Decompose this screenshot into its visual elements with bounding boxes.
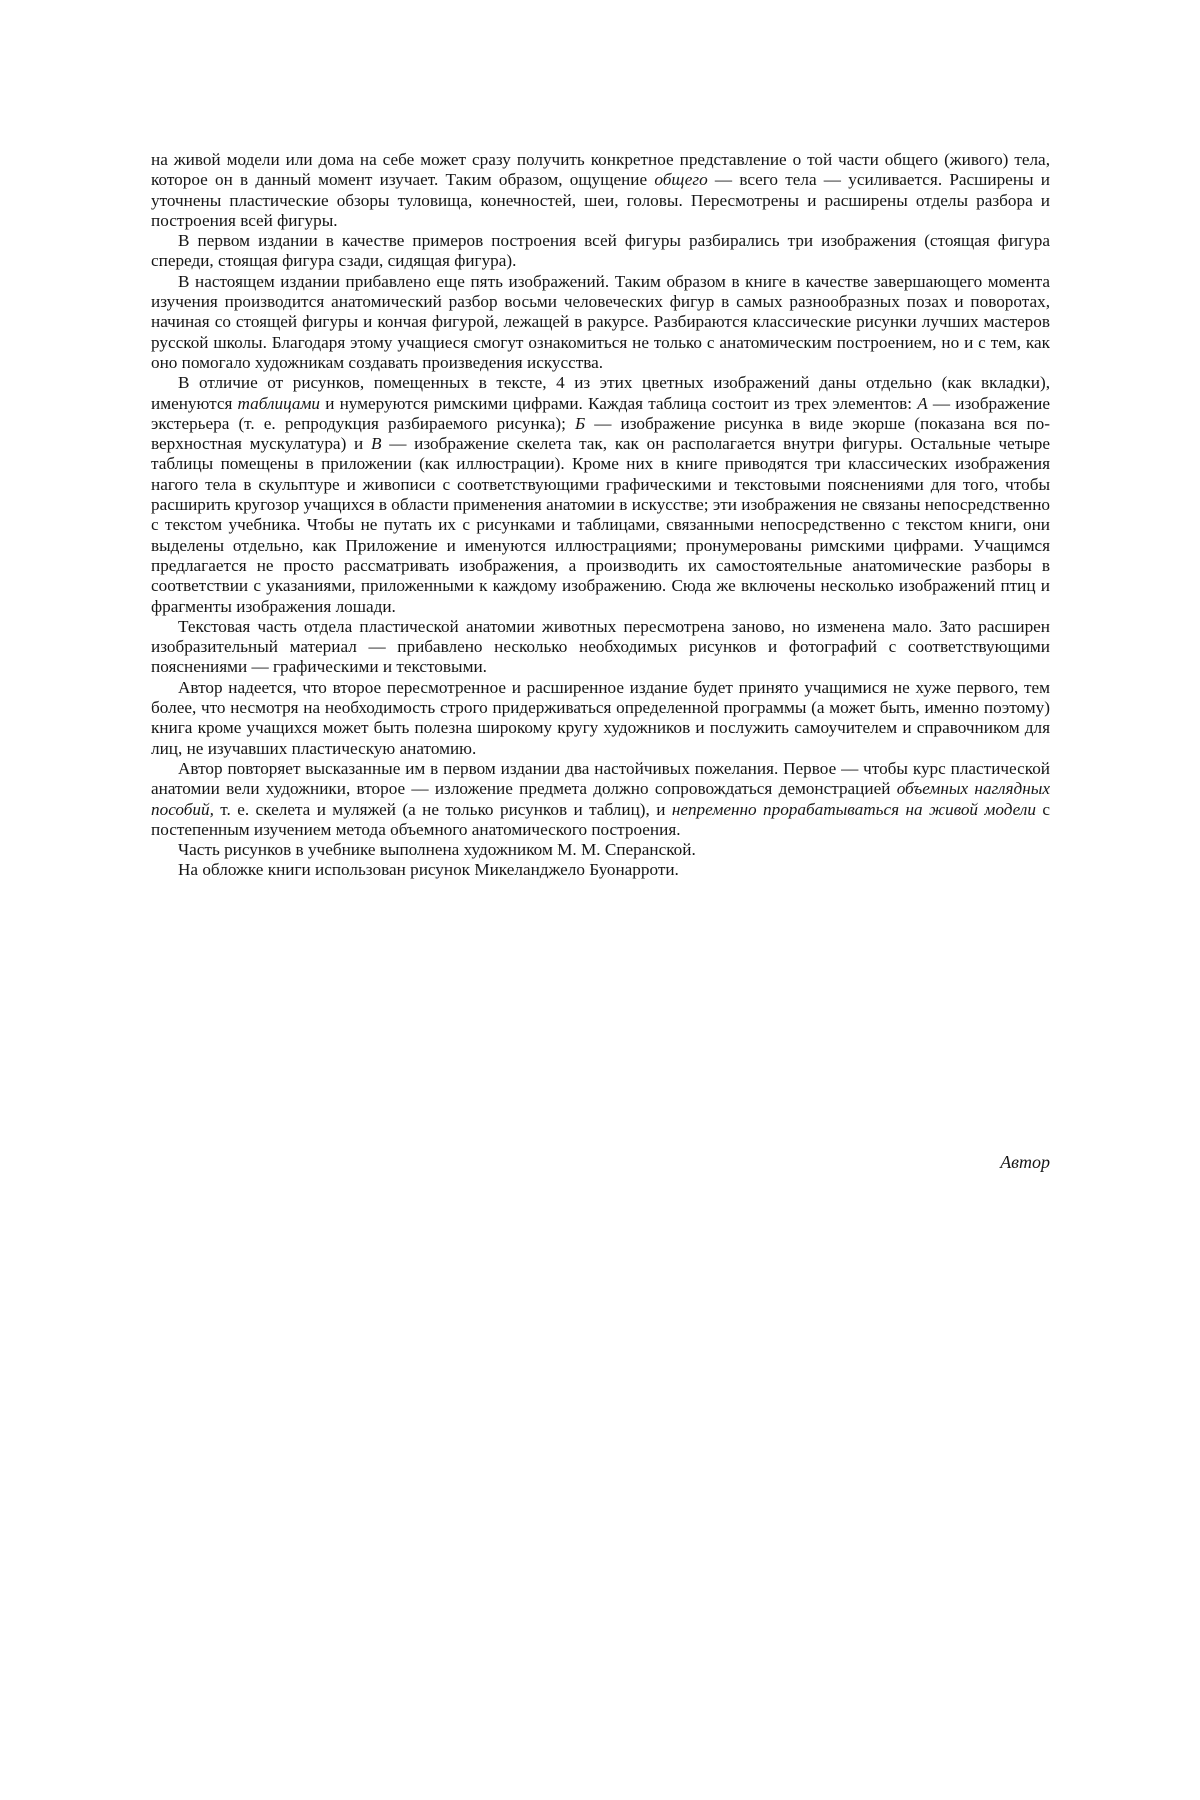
emphasized-text: В	[370, 434, 382, 454]
emphasized-text: непременно прорабатываться на живой модели	[671, 799, 1036, 819]
text-run: В настоящем издании прибавлено еще пять изображений. Таким образом в книге в качестве завершающего момента изучения производится анатомический разбор восьми человеческих фигур в самых разнообразных позах и поворотах, начиная со стоящей фигуры и кончая фигурой, лежащей в ракурсе. Разбираются классические рисунки лучших мастеров русской школы. Благодаря этому учащиеся смогут ознакомиться не только с анатомическим построением, но и с тем, как оно помогало художникам создавать произведения искусства.	[151, 271, 1050, 372]
paragraph	[151, 150, 1050, 231]
text-run: и нумеруются римскими цифрами. Каждая таблица состоит из трех элементов:	[320, 393, 918, 413]
paragraph	[151, 860, 1050, 880]
text-run: с постепенным изучением метода объемного анатомического построения.	[151, 799, 1050, 839]
paragraph	[151, 840, 1050, 860]
body-text	[151, 150, 1050, 881]
paragraph	[151, 373, 1050, 617]
text-run: — изображение рисунка в виде экорше (показана вся поверхностная мускулатура) и	[151, 413, 1050, 454]
text-run: — изображение экстерьера (т. е. репродукция разбираемого рисунка);	[151, 393, 1051, 433]
paragraph	[151, 231, 1050, 272]
paragraph	[151, 678, 1050, 759]
text-run: Часть рисунков в учебнике выполнена художником М. М. Сперанской.	[178, 840, 696, 860]
emphasized-text: объемных наглядных пособий,	[151, 779, 1050, 819]
text-run: — всего тела — усиливается. Расширены и уточнены пластические обзоры туловища, конечностей, шеи, головы. Пересмотрены и расширены отделы разбора и построения всей фигуры.	[151, 170, 1050, 230]
text-run: В отличие от рисунков, помещенных в тексте, 4 из этих цветных изображений даны отдельно (как вкладки), именуются	[151, 373, 1050, 413]
author-signature: Автор	[1000, 1152, 1050, 1172]
text-run: т. е. скелета и муляжей (а не только рисунков и таблиц), и	[213, 799, 672, 819]
text-run: В первом издании в качестве примеров построения всей фигуры разбирались три изображения (стоящая фигура спереди, стоящая фигура сзади, сидящая фигура).	[151, 231, 1050, 271]
paragraph	[151, 759, 1050, 840]
text-run: Автор повторяет высказанные им в первом издании два настойчивых пожелания. Первое — чтобы курс пластической анатомии вели художники, второе — изложение предмета должно сопровождаться демонстрацией	[151, 758, 1050, 799]
text-run: Текстовая часть отдела пластической анатомии животных пересмотрена заново, но изменена мало. Зато расширен изобразительный материал — прибавлено несколько необходимых рисунков и фотографий с соответствующими пояснениями — графическими и текстовыми.	[151, 616, 1050, 677]
text-run: Автор надеется, что второе пересмотренное и расширенное издание будет принято учащимися не хуже первого, тем более, что несмотря на необходимость строго придерживаться определенной программы (а может быть, именно поэтому) книга кроме учащихся может быть полезна широкому кругу художников и послужить самоучителем и справочником для лиц, не изучавших пластическую анатомию.	[151, 677, 1050, 758]
emphasized-text: общего	[654, 170, 708, 190]
text-run: — изображение скелета так, как он располагается внутри фигуры. Остальные четыре таблицы помещены в приложении (как иллюстрации). Кроме них в книге приводятся три классических изображения нагого тела в скульптуре и живописи с соответствующими графическими и текстовыми пояснениями для того, чтобы расширить кругозор учащихся в области применения анатомии в искусстве; эти изображения не связаны непосредственно с текстом учебника. Чтобы не путать их с рисунками и таблицами, связанными непосредственно с текстом книги, они выделены отдельно, как Приложение и именуются иллюстрациями; пронумерованы римскими цифрами. Учащимся предлагается не просто рассматривать изображения, а производить их самостоятельные анатомические разборы в соответствии с указаниями, приложенными к каждому изображению. Сюда же включены несколько изображений птиц и фрагменты изображения лошади.	[151, 434, 1051, 616]
text-run: На обложке книги использован рисунок Микеланджело Буонарроти.	[178, 860, 679, 880]
paragraph	[151, 617, 1050, 678]
text-run: на живой модели или дома на себе может сразу получить конкретное представление о той части общего (живого) тела, которое он в данный момент изучает. Таким образом, ощущение	[151, 150, 1050, 190]
emphasized-text: А	[917, 393, 928, 413]
emphasized-text: таблицами	[237, 393, 321, 413]
emphasized-text: Б	[574, 413, 586, 433]
paragraph	[151, 272, 1050, 373]
